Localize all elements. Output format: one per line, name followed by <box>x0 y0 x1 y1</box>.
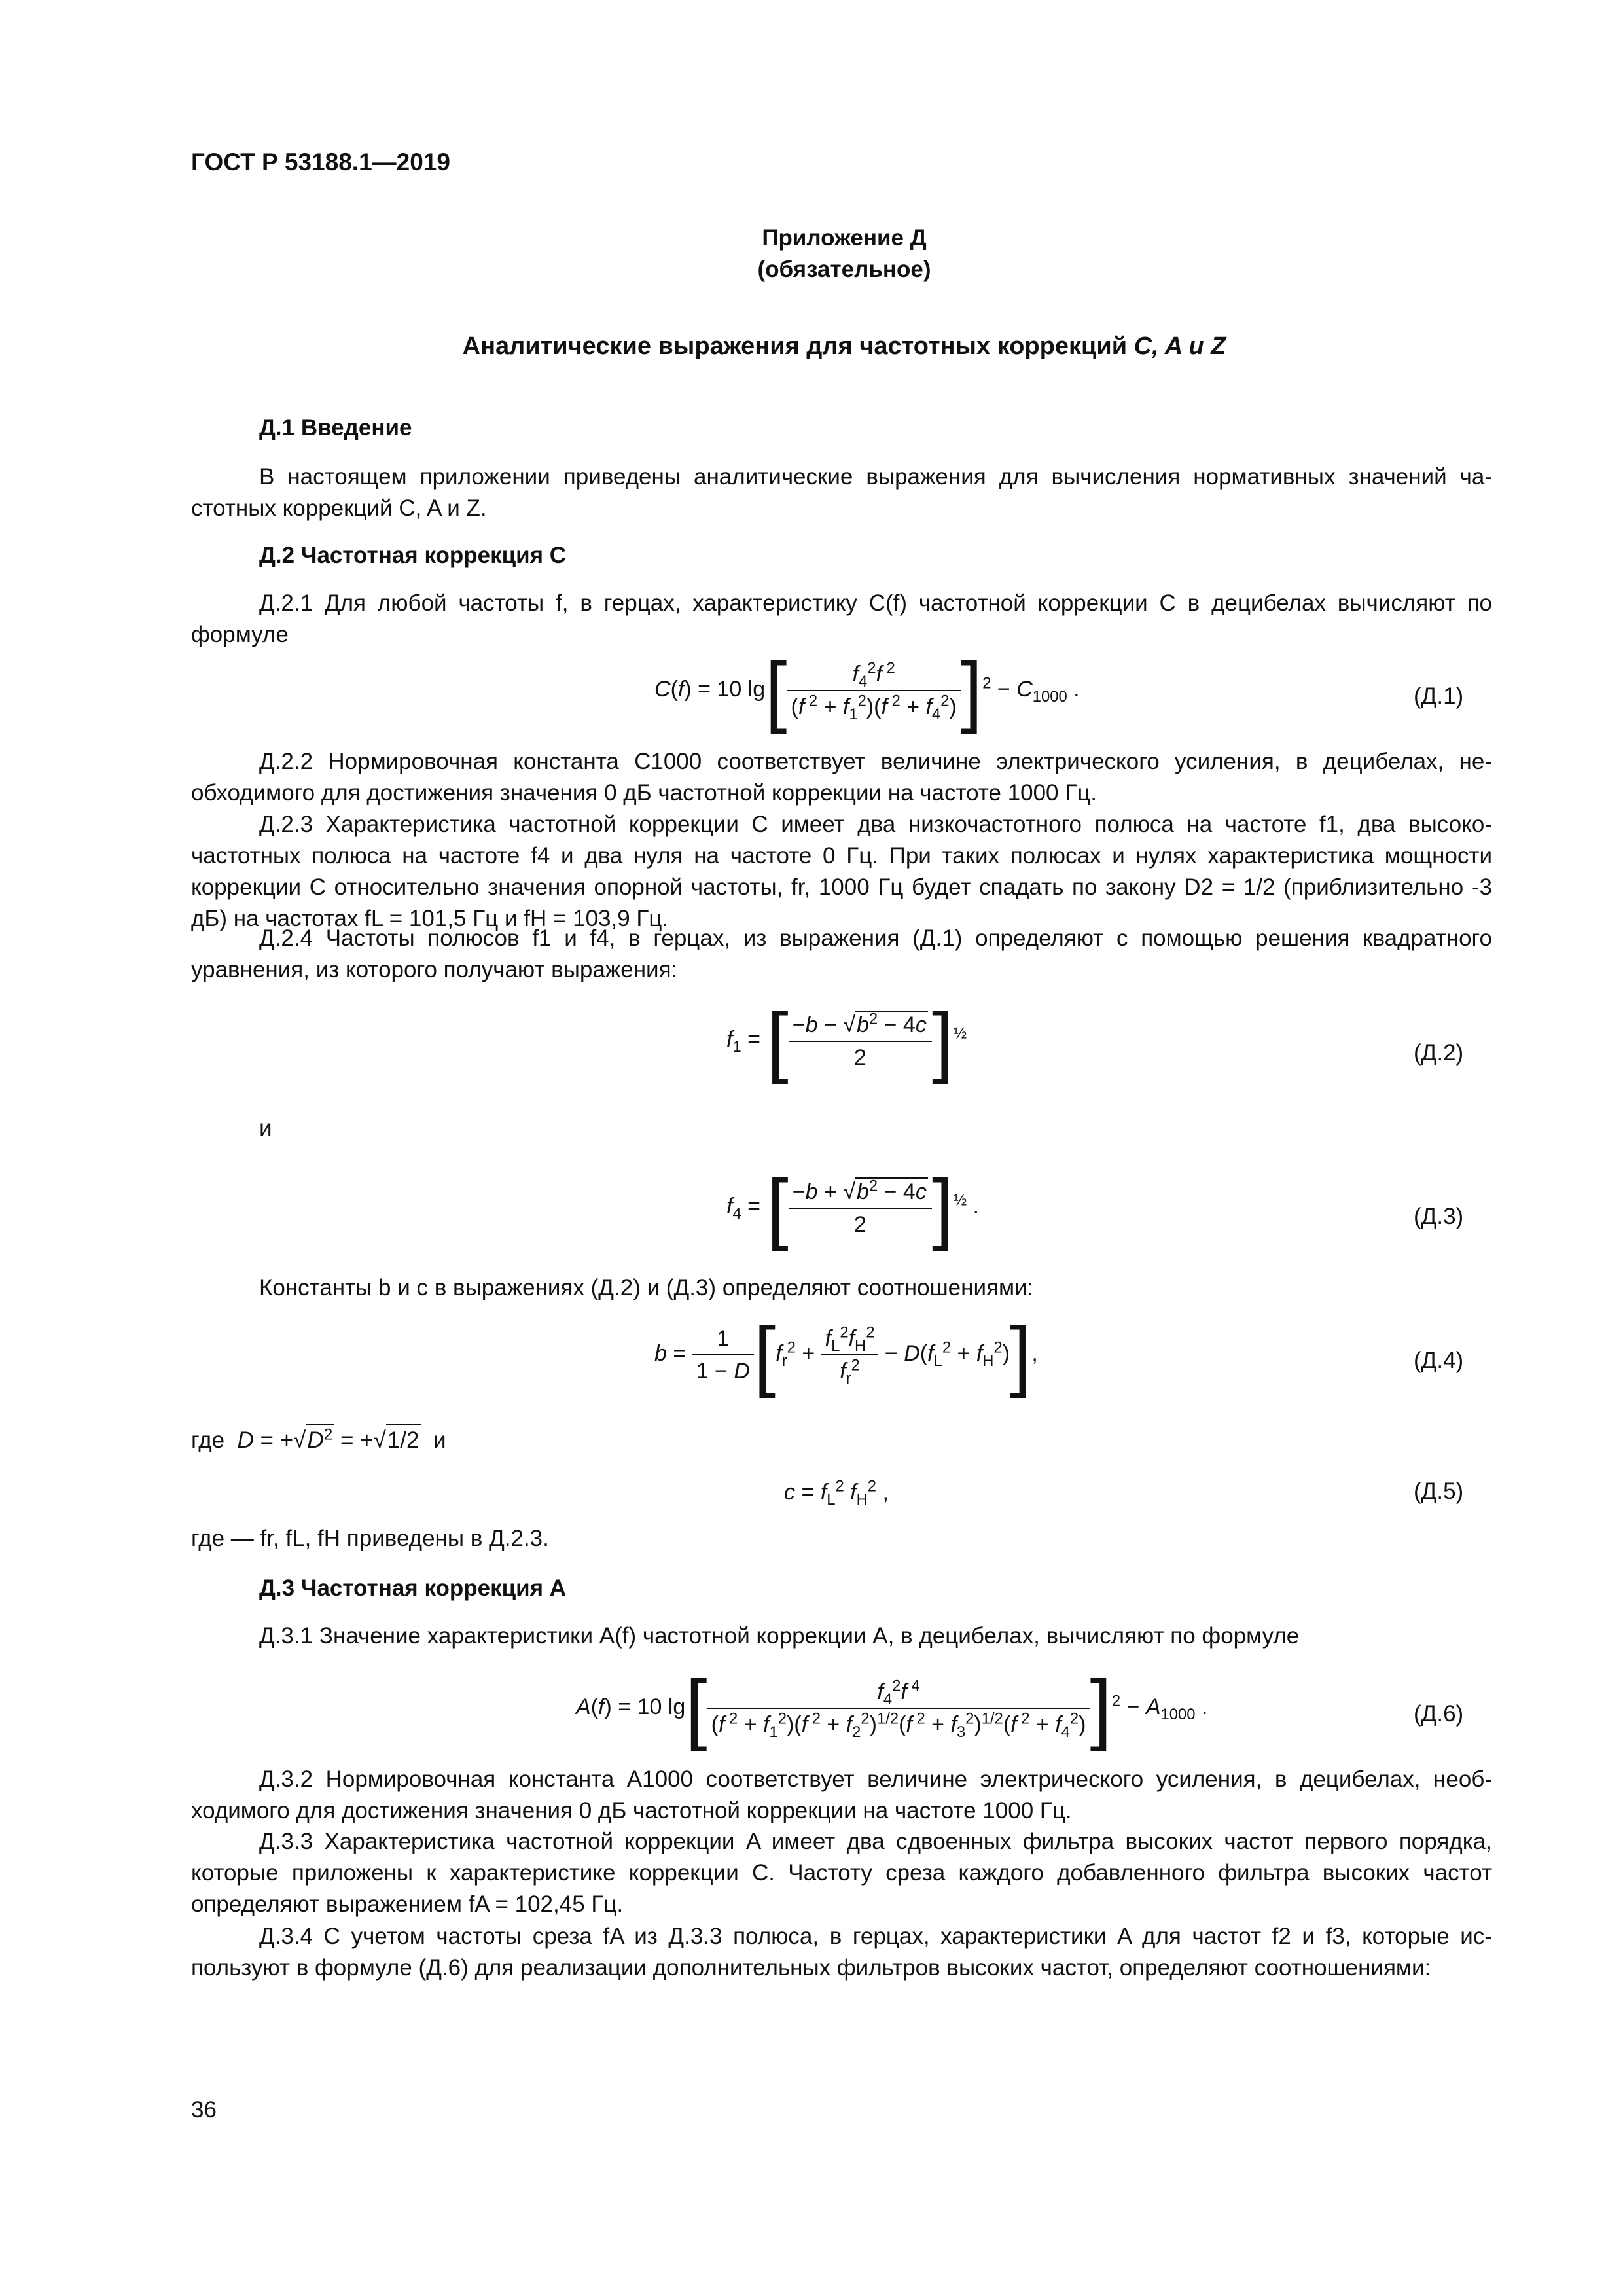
paragraph-d2-3: Д.2.3 Характеристика частотной коррекции C имеет два низкочастотного полюса на частоте f1, два высоко-частотных полюса на частоте f4 и два нуля на частоте 0 Гц. При таких полюсах и нулях характеристика мощности коррекции С относительно значения опорной частоты, fr, 1000 Гц будет спадать по закону D2 = 1/2 (приблизительно -3 дБ) на частотах fL = 101,5 Гц и fH = 103,9 Гц. <box>191 812 1492 931</box>
formula-d6: A(f) = 10 lg[ $\frac{f_4^2f ^4}{(f ^2 + f_1^2)(f ^2 + f_2^2)^{1/2}(f ^2 + f_3^2)^{1/2}(f ^2 + f_4^2)}$ ]$^2 - A_{1000}$ . <box>576 1664 1208 1752</box>
equation-number-d1: (Д.1) <box>1414 683 1464 709</box>
document-id: ГОСТ Р 53188.1—2019 <box>191 149 450 175</box>
section-d3-heading: Д.3 Частотная коррекция A <box>259 1575 567 1601</box>
formula-d3: $f_4$ = [ $\frac{-b + √b^2 - 4c}{2}$ ]$^{\frac{1}{2}}$ . <box>726 1164 979 1251</box>
paragraph-d3-1: Д.3.1 Значение характеристики A(f) частотной коррекции A, в децибелах, вычисляют по формуле <box>259 1623 1300 1649</box>
paragraph-d2-4: Д.2.4 Частоты полюсов f1 и f4, в герцах, из выражения (Д.1) определяют с помощью решения квадратного уравнения, из которого получают выражения: <box>191 925 1492 982</box>
equation-number-d2: (Д.2) <box>1414 1040 1464 1066</box>
section-d2-heading: Д.2 Частотная коррекция C <box>259 543 567 568</box>
paragraph-d3-3: Д.3.3 Характеристика частотной коррекции A имеет два сдвоенных фильтра высоких частот первого порядка, которые приложены к характеристике коррекции C. Частоту среза каждого добавленного фильтра высоких частот определяют выражением fA = 102,45 Гц. <box>191 1829 1492 1917</box>
formula-d1: C(f) = 10 lg[ $\frac{f_4^2f ^2}{(f ^2 + f_1^2)(f ^2 + f_4^2)}$ ]$^2 - C_{1000}$ . <box>654 647 1080 734</box>
equation-number-d4: (Д.4) <box>1414 1348 1464 1373</box>
equation-number-d6: (Д.6) <box>1414 1701 1464 1727</box>
formula-d5: $c = f_L^2$ $f_H^2$ , <box>784 1477 889 1509</box>
section-d1-heading: Д.1 Введение <box>259 415 412 440</box>
constants-text: Константы b и c в выражениях (Д.2) и (Д.3) определяют соотношениями: <box>259 1275 1034 1300</box>
appendix-status: (обязательное) <box>757 257 931 282</box>
appendix-label: Приложение Д <box>762 225 927 251</box>
paragraph-d3-2: Д.3.2 Нормировочная константа A1000 соответствует величине электрического усиления, в децибелах, необ-ходимого для достижения значения 0 дБ частотной коррекции на частоте 1000 Гц. <box>191 1767 1492 1823</box>
equation-number-d5: (Д.5) <box>1414 1479 1464 1504</box>
paragraph-d3-4: Д.3.4 С учетом частоты среза fA из Д.3.3 полюса, в герцах, характеристики A для частот f2 и f3, которые ис-пользуют в формуле (Д.6) для реализации дополнительных фильтров высоких частот, определяют соотношениями: <box>191 1924 1492 1981</box>
formula-d4: b = $\frac{1}{1 - D}$ [$f_r^2$ + $\frac{f_L^2f_H^2}{f_r^2}$ − $D(f_L^2 + f_H^2)$], <box>654 1311 1038 1399</box>
and-word: и <box>259 1115 272 1141</box>
paragraph-d2-2: Д.2.2 Нормировочная константа C1000 соответствует величине электрического усиления, в децибелах, не-обходимого для достижения значения 0 дБ частотной коррекции на частоте 1000 Гц. <box>191 749 1492 806</box>
where-last-line: где — fr, fL, fH приведены в Д.2.3. <box>191 1526 549 1551</box>
section-d1-paragraph: В настоящем приложении приведены аналитические выражения для вычисления нормативных значений ча-стотных коррекций C, A и Z. <box>191 464 1492 521</box>
paragraph-d2-1: Д.2.1 Для любой частоты f, в герцах, характеристику C(f) частотной коррекции C в децибелах вычисляют по формуле <box>191 590 1492 647</box>
appendix-title: Аналитические выражения для частотных коррекций C, A и Z <box>462 332 1226 360</box>
formula-d2: $f_1$ = [ $\frac{-b - √b^2 - 4c}{2}$ ]$^{\frac{1}{2}}$ <box>726 997 967 1085</box>
page-number: 36 <box>191 2097 217 2123</box>
where-d-line: где $D = +√D^2 = +√1/2$ и <box>191 1424 446 1456</box>
equation-number-d3: (Д.3) <box>1414 1204 1464 1229</box>
